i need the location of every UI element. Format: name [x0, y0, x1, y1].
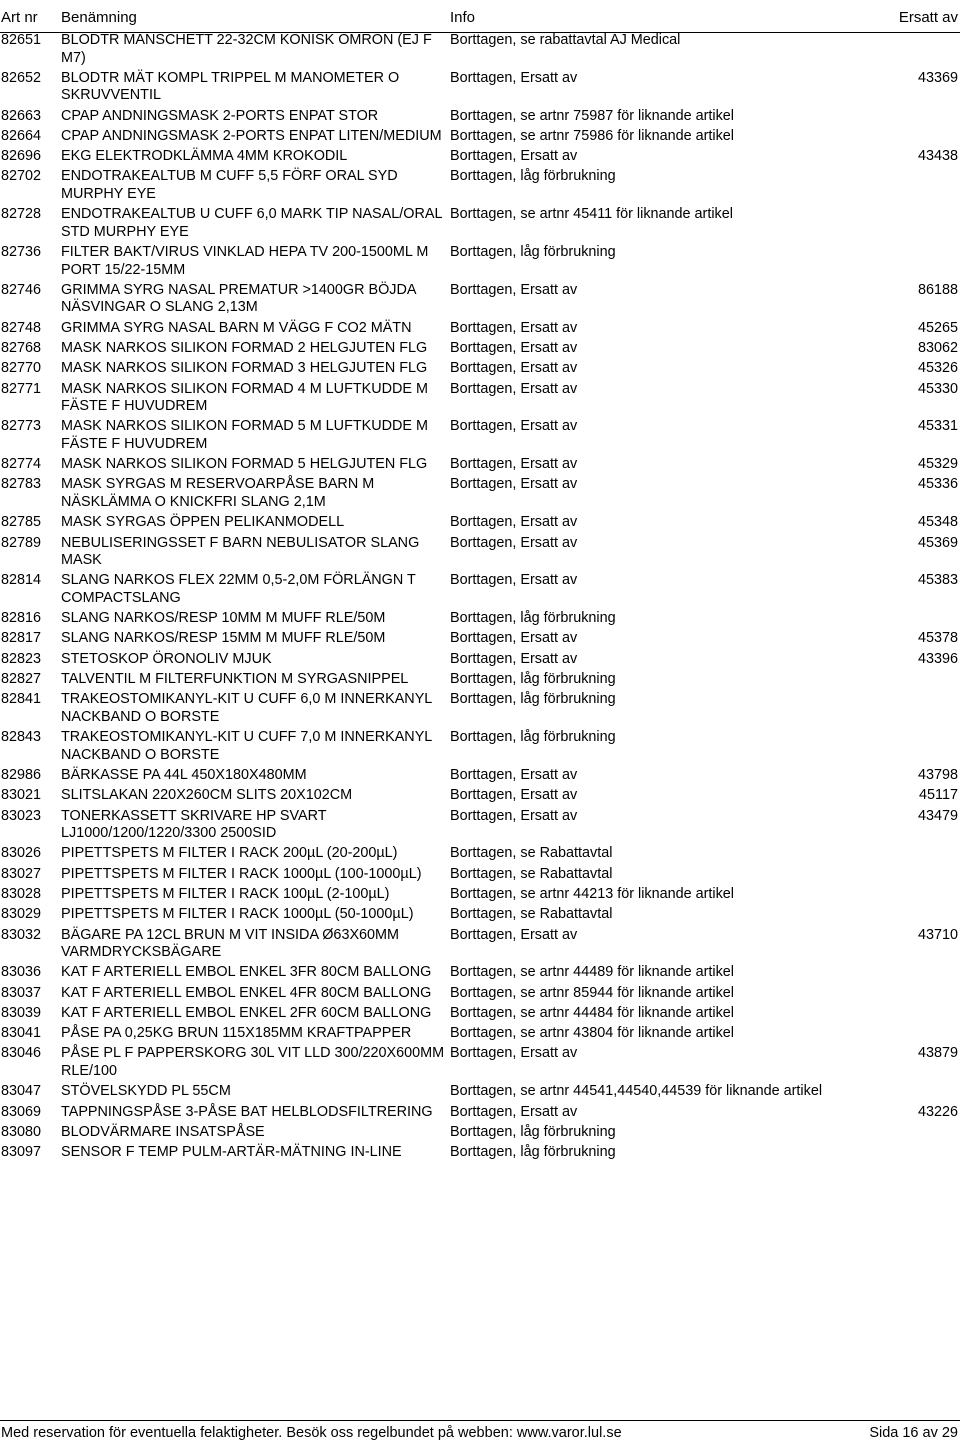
- art-nr-cell: 82823: [1, 650, 42, 667]
- info-cell: Borttagen, Ersatt av: [450, 650, 578, 667]
- table-row: [0, 108, 960, 128]
- ersatt-av-cell: 86188: [917, 281, 958, 298]
- ersatt-av-cell: [859, 108, 960, 126]
- benamning-cell: TAPPNINGSPÅSE 3-PÅSE BAT HELBLODSFILTRERING: [61, 1103, 433, 1120]
- art-nr-cell: 83069: [1, 1103, 42, 1120]
- art-nr-cell: 83046: [1, 1045, 42, 1062]
- benamning-cell: SENSOR F TEMP PULM-ARTÄR-MÄTNING IN-LINE: [61, 1144, 402, 1161]
- header-ersatt-av: Ersatt av: [898, 9, 958, 26]
- ersatt-av-cell: 45383: [917, 572, 958, 589]
- ersatt-av-cell: 43479: [917, 807, 958, 824]
- ersatt-av-cell: 43369: [917, 69, 958, 86]
- art-nr-cell: 82664: [1, 127, 42, 144]
- benamning-cell: MASK NARKOS SILIKON FORMAD 2 HELGJUTEN FLG: [61, 339, 428, 356]
- art-nr-cell: 83021: [1, 787, 42, 804]
- table-row: [0, 244, 960, 282]
- page-footer: [0, 1420, 960, 1443]
- art-nr-cell: 83032: [1, 926, 42, 943]
- info-cell: Borttagen, Ersatt av: [450, 456, 578, 473]
- table-row: [0, 1025, 960, 1045]
- info-cell: Borttagen, låg förbrukning: [450, 1144, 616, 1161]
- art-nr-cell: 82817: [1, 630, 42, 647]
- info-cell: Borttagen, se artnr 85944 för liknande artikel: [450, 984, 734, 1001]
- ersatt-av-cell: [859, 1124, 960, 1142]
- benamning-cell: BÄGARE PA 12CL BRUN M VIT INSIDA Ø63X60MM VARMDRYCKSBÄGARE: [61, 926, 400, 960]
- benamning-cell: TRAKEOSTOMIKANYL-KIT U CUFF 6,0 M INNERKANYL NACKBAND O BORSTE: [61, 691, 432, 725]
- table-row: [0, 1045, 960, 1083]
- benamning-cell: TALVENTIL M FILTERFUNKTION M SYRGASNIPPEL: [61, 671, 409, 688]
- art-nr-cell: 82771: [1, 380, 42, 397]
- info-cell: Borttagen, se Rabattavtal: [450, 865, 613, 882]
- art-nr-cell: 82770: [1, 360, 42, 377]
- benamning-cell: PÅSE PA 0,25KG BRUN 115X185MM KRAFTPAPPER: [61, 1025, 412, 1042]
- ersatt-av-cell: [859, 671, 960, 689]
- ersatt-av-cell: 45117: [919, 787, 958, 804]
- table-row: [0, 340, 960, 360]
- benamning-cell: BLODTR MÄT KOMPL TRIPPEL M MANOMETER O SKRUVVENTIL: [61, 69, 400, 104]
- art-nr-cell: 83028: [1, 885, 42, 902]
- ersatt-av-cell: [859, 206, 960, 241]
- ersatt-av-cell: [859, 128, 960, 146]
- table-row: [0, 630, 960, 650]
- table-row: [0, 787, 960, 807]
- table-header: [0, 4, 960, 33]
- benamning-cell: KAT F ARTERIELL EMBOL ENKEL 2FR 60CM BALLONG: [61, 1004, 432, 1021]
- benamning-cell: CPAP ANDNINGSMASK 2-PORTS ENPAT STOR: [61, 107, 379, 124]
- benamning-cell: PÅSE PL F PAPPERSKORG 30L VIT LLD 300/220X600MM RLE/100: [61, 1045, 445, 1079]
- art-nr-cell: 82728: [1, 206, 42, 223]
- article-table: [0, 32, 960, 1164]
- info-cell: Borttagen, se artnr 43804 för liknande artikel: [450, 1025, 734, 1042]
- benamning-cell: KAT F ARTERIELL EMBOL ENKEL 3FR 80CM BALLONG: [61, 964, 432, 981]
- table-row: [0, 206, 960, 244]
- ersatt-av-cell: 45265: [917, 319, 958, 336]
- benamning-cell: SLANG NARKOS/RESP 15MM M MUFF RLE/50M: [61, 630, 386, 647]
- benamning-cell: ENDOTRAKEALTUB U CUFF 6,0 MARK TIP NASAL/ORAL STD MURPHY EYE: [61, 206, 442, 240]
- art-nr-cell: 83037: [1, 984, 42, 1001]
- benamning-cell: TRAKEOSTOMIKANYL-KIT U CUFF 7,0 M INNERKANYL NACKBAND O BORSTE: [61, 729, 432, 763]
- ersatt-av-cell: 45331: [917, 418, 958, 435]
- art-nr-cell: 82841: [1, 691, 42, 708]
- table-row: [0, 610, 960, 630]
- info-cell: Borttagen, låg förbrukning: [450, 168, 616, 185]
- table-row: [0, 320, 960, 340]
- ersatt-av-cell: 43798: [917, 766, 958, 783]
- art-nr-cell: 82702: [1, 168, 42, 185]
- benamning-cell: PIPETTSPETS M FILTER I RACK 200µL (20-200µL): [61, 845, 398, 862]
- info-cell: Borttagen, se Rabattavtal: [450, 906, 613, 923]
- art-nr-cell: 82651: [1, 32, 42, 48]
- info-cell: Borttagen, Ersatt av: [450, 319, 578, 336]
- footer-disclaimer: Med reservation för eventuella felaktigheter. Besök oss regelbundet på webben: www.varor.lul.se: [1, 1425, 622, 1441]
- benamning-cell: KAT F ARTERIELL EMBOL ENKEL 4FR 80CM BALLONG: [61, 984, 432, 1001]
- info-cell: Borttagen, Ersatt av: [450, 630, 578, 647]
- ersatt-av-cell: 43879: [917, 1045, 958, 1062]
- table-row: [0, 927, 960, 965]
- benamning-cell: MASK NARKOS SILIKON FORMAD 5 M LUFTKUDDE M FÄSTE F HUVUDREM: [61, 418, 429, 452]
- info-cell: Borttagen, se artnr 75987 för liknande artikel: [450, 107, 734, 124]
- art-nr-cell: 83047: [1, 1083, 42, 1100]
- table-row: [0, 729, 960, 767]
- benamning-cell: TONERKASSETT SKRIVARE HP SVART LJ1000/1200/1220/3300 2500SID: [61, 807, 327, 842]
- table-row: [0, 866, 960, 886]
- art-nr-cell: 82652: [1, 69, 42, 86]
- benamning-cell: SLITSLAKAN 220X260CM SLITS 20X102CM: [61, 787, 353, 804]
- info-cell: Borttagen, Ersatt av: [450, 807, 578, 824]
- table-row: [0, 1124, 960, 1144]
- table-row: [0, 148, 960, 168]
- ersatt-av-cell: 83062: [917, 339, 958, 356]
- table-row: [0, 572, 960, 610]
- ersatt-av-cell: [859, 1083, 960, 1101]
- benamning-cell: EKG ELEKTRODKLÄMMA 4MM KROKODIL: [61, 148, 348, 165]
- info-cell: Borttagen, låg förbrukning: [450, 244, 616, 261]
- ersatt-av-cell: [859, 845, 960, 863]
- table-row: [0, 32, 960, 70]
- info-cell: Borttagen, Ersatt av: [450, 1045, 578, 1062]
- info-cell: Borttagen, se artnr 44489 för liknande artikel: [450, 964, 734, 981]
- benamning-cell: MASK SYRGAS ÖPPEN PELIKANMODELL: [61, 514, 345, 531]
- benamning-cell: PIPETTSPETS M FILTER I RACK 1000µL (50-1000µL): [61, 906, 414, 923]
- table-row: [0, 651, 960, 671]
- info-cell: Borttagen, Ersatt av: [450, 787, 578, 804]
- ersatt-av-cell: [859, 1025, 960, 1043]
- ersatt-av-cell: [859, 691, 960, 726]
- info-cell: Borttagen, låg förbrukning: [450, 729, 616, 746]
- benamning-cell: GRIMMA SYRG NASAL PREMATUR >1400GR BÖJDA NÄSVINGAR O SLANG 2,13M: [61, 281, 416, 316]
- art-nr-cell: 82748: [1, 319, 42, 336]
- art-nr-cell: 83039: [1, 1004, 42, 1021]
- art-nr-cell: 82663: [1, 107, 42, 124]
- art-nr-cell: 82774: [1, 456, 42, 473]
- art-nr-cell: 82827: [1, 671, 42, 688]
- info-cell: Borttagen, se rabattavtal AJ Medical: [450, 32, 681, 48]
- info-cell: Borttagen, Ersatt av: [450, 534, 578, 551]
- table-row: [0, 456, 960, 476]
- benamning-cell: PIPETTSPETS M FILTER I RACK 1000µL (100-1000µL): [61, 865, 422, 882]
- benamning-cell: CPAP ANDNINGSMASK 2-PORTS ENPAT LITEN/MEDIUM: [61, 127, 442, 144]
- info-cell: Borttagen, Ersatt av: [450, 148, 578, 165]
- info-cell: Borttagen, se artnr 44541,44540,44539 för liknande artikel: [450, 1083, 823, 1100]
- art-nr-cell: 83027: [1, 865, 42, 882]
- table-row: [0, 514, 960, 534]
- info-cell: Borttagen, Ersatt av: [450, 281, 578, 298]
- info-cell: Borttagen, se artnr 45411 för liknande artikel: [450, 206, 733, 223]
- table-row: [0, 70, 960, 108]
- benamning-cell: FILTER BAKT/VIRUS VINKLAD HEPA TV 200-1500ML M PORT 15/22-15MM: [61, 244, 429, 278]
- table-row: [0, 360, 960, 380]
- table-row: [0, 767, 960, 787]
- ersatt-av-cell: [859, 964, 960, 982]
- info-cell: Borttagen, Ersatt av: [450, 926, 578, 943]
- table-row: [0, 1104, 960, 1124]
- art-nr-cell: 82789: [1, 534, 42, 551]
- art-nr-cell: 82814: [1, 572, 42, 589]
- art-nr-cell: 82785: [1, 514, 42, 531]
- table-row: [0, 381, 960, 419]
- info-cell: Borttagen, låg förbrukning: [450, 1123, 616, 1140]
- info-cell: Borttagen, Ersatt av: [450, 380, 578, 397]
- benamning-cell: GRIMMA SYRG NASAL BARN M VÄGG F CO2 MÄTN: [61, 319, 412, 336]
- table-row: [0, 671, 960, 691]
- table-row: [0, 476, 960, 514]
- info-cell: Borttagen, låg förbrukning: [450, 671, 616, 688]
- benamning-cell: SLANG NARKOS/RESP 10MM M MUFF RLE/50M: [61, 610, 386, 627]
- ersatt-av-cell: [859, 729, 960, 764]
- table-row: [0, 845, 960, 865]
- benamning-cell: PIPETTSPETS M FILTER I RACK 100µL (2-100µL): [61, 885, 390, 902]
- art-nr-cell: 83026: [1, 845, 42, 862]
- art-nr-cell: 83097: [1, 1144, 42, 1161]
- table-row: [0, 808, 960, 846]
- ersatt-av-cell: 43710: [917, 926, 958, 943]
- page-number: Sida 16 av 29: [869, 1425, 958, 1441]
- info-cell: Borttagen, Ersatt av: [450, 514, 578, 531]
- info-cell: Borttagen, Ersatt av: [450, 476, 578, 493]
- info-cell: Borttagen, låg förbrukning: [450, 610, 616, 627]
- table-row: [0, 168, 960, 206]
- ersatt-av-cell: [859, 906, 960, 924]
- art-nr-cell: 83036: [1, 964, 42, 981]
- benamning-cell: STÖVELSKYDD PL 55CM: [61, 1083, 231, 1100]
- art-nr-cell: 82746: [1, 281, 42, 298]
- table-row: [0, 964, 960, 984]
- info-cell: Borttagen, låg förbrukning: [450, 691, 616, 708]
- table-row: [0, 1083, 960, 1103]
- art-nr-cell: 82986: [1, 766, 42, 783]
- info-cell: Borttagen, Ersatt av: [450, 572, 578, 589]
- info-cell: Borttagen, Ersatt av: [450, 1103, 578, 1120]
- ersatt-av-cell: [859, 1005, 960, 1023]
- header-art-nr: Art nr: [1, 9, 38, 26]
- table-row: [0, 1005, 960, 1025]
- info-cell: Borttagen, Ersatt av: [450, 69, 578, 86]
- ersatt-av-cell: 43438: [917, 148, 958, 165]
- benamning-cell: BÄRKASSE PA 44L 450X180X480MM: [61, 766, 307, 783]
- info-cell: Borttagen, se artnr 75986 för liknande artikel: [450, 127, 734, 144]
- info-cell: Borttagen, Ersatt av: [450, 339, 578, 356]
- table-row: [0, 985, 960, 1005]
- ersatt-av-cell: 45348: [917, 514, 958, 531]
- ersatt-av-cell: [859, 168, 960, 203]
- ersatt-av-cell: [859, 886, 960, 904]
- ersatt-av-cell: 43226: [917, 1103, 958, 1120]
- ersatt-av-cell: 45330: [917, 380, 958, 397]
- benamning-cell: BLODTR MANSCHETT 22-32CM KONISK OMRON (EJ F M7): [61, 32, 432, 66]
- header-benamning: Benämning: [61, 9, 137, 26]
- art-nr-cell: 82843: [1, 729, 42, 746]
- benamning-cell: MASK SYRGAS M RESERVOARPÅSE BARN M NÄSKLÄMMA O KNICKFRI SLANG 2,1M: [61, 476, 375, 510]
- art-nr-cell: 83023: [1, 807, 42, 824]
- benamning-cell: BLODVÄRMARE INSATSPÅSE: [61, 1123, 265, 1140]
- info-cell: Borttagen, Ersatt av: [450, 418, 578, 435]
- ersatt-av-cell: 45378: [917, 630, 958, 647]
- table-row: [0, 418, 960, 456]
- table-row: [0, 535, 960, 573]
- ersatt-av-cell: 45326: [917, 360, 958, 377]
- ersatt-av-cell: 45369: [917, 534, 958, 551]
- art-nr-cell: 82768: [1, 339, 42, 356]
- ersatt-av-cell: 43396: [917, 650, 958, 667]
- table-row: [0, 886, 960, 906]
- table-row: [0, 906, 960, 926]
- ersatt-av-cell: 45329: [917, 456, 958, 473]
- info-cell: Borttagen, se artnr 44213 för liknande artikel: [450, 885, 734, 902]
- table-row: [0, 1144, 960, 1164]
- benamning-cell: MASK NARKOS SILIKON FORMAD 3 HELGJUTEN FLG: [61, 360, 428, 377]
- ersatt-av-cell: [859, 985, 960, 1003]
- header-info: Info: [450, 9, 476, 26]
- table-row: [0, 128, 960, 148]
- benamning-cell: MASK NARKOS SILIKON FORMAD 4 M LUFTKUDDE M FÄSTE F HUVUDREM: [61, 380, 429, 415]
- benamning-cell: MASK NARKOS SILIKON FORMAD 5 HELGJUTEN FLG: [61, 456, 428, 473]
- ersatt-av-cell: [859, 866, 960, 884]
- table-row: [0, 691, 960, 729]
- info-cell: Borttagen, Ersatt av: [450, 766, 578, 783]
- art-nr-cell: 83080: [1, 1123, 42, 1140]
- benamning-cell: SLANG NARKOS FLEX 22MM 0,5-2,0M FÖRLÄNGN T COMPACTSLANG: [61, 572, 416, 606]
- benamning-cell: STETOSKOP ÖRONOLIV MJUK: [61, 650, 272, 667]
- ersatt-av-cell: [859, 610, 960, 628]
- art-nr-cell: 82816: [1, 610, 42, 627]
- table-row: [0, 282, 960, 320]
- art-nr-cell: 82696: [1, 148, 42, 165]
- benamning-cell: ENDOTRAKEALTUB M CUFF 5,5 FÖRF ORAL SYD MURPHY EYE: [61, 168, 398, 202]
- ersatt-av-cell: 45336: [917, 476, 958, 493]
- art-nr-cell: 82736: [1, 244, 42, 261]
- info-cell: Borttagen, Ersatt av: [450, 360, 578, 377]
- art-nr-cell: 83041: [1, 1025, 42, 1042]
- art-nr-cell: 82773: [1, 418, 42, 435]
- info-cell: Borttagen, se artnr 44484 för liknande artikel: [450, 1004, 734, 1021]
- art-nr-cell: 82783: [1, 476, 42, 493]
- ersatt-av-cell: [859, 1144, 960, 1162]
- ersatt-av-cell: [859, 244, 960, 279]
- art-nr-cell: 83029: [1, 906, 42, 923]
- benamning-cell: NEBULISERINGSSET F BARN NEBULISATOR SLANG MASK: [61, 534, 420, 569]
- info-cell: Borttagen, se Rabattavtal: [450, 845, 613, 862]
- ersatt-av-cell: [859, 32, 960, 67]
